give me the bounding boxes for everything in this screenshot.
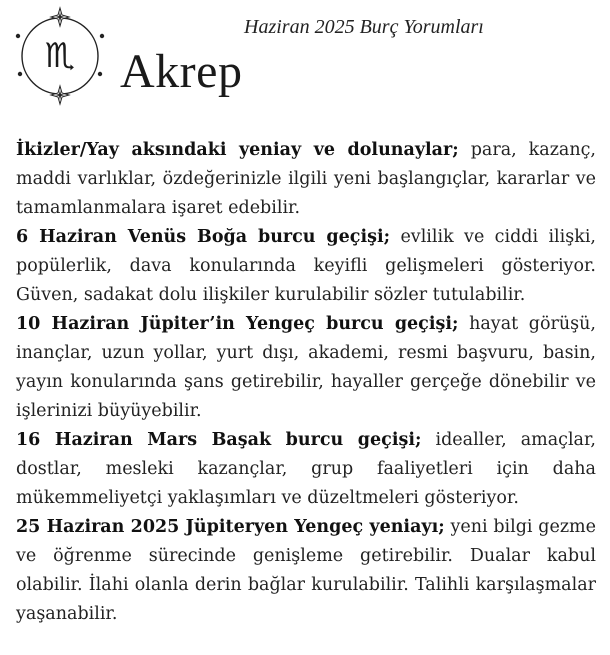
paragraph-text: idealler, amaçlar, dostlar, mesleki kazançlar, grup faaliyetleri için daha mükemmeliyetçi yaklaşımları ve düzeltmeleri gösteriyor. <box>16 430 596 508</box>
paragraph-lead: 25 Haziran 2025 Jüpiteryen Yengeç yeniayı; <box>16 517 445 537</box>
paragraph-lead: 6 Haziran Venüs Boğa burcu geçişi; <box>16 227 391 247</box>
scorpio-zodiac-icon <box>10 6 110 106</box>
paragraph-lead: 16 Haziran Mars Başak burcu geçişi; <box>16 430 422 450</box>
scorpio-glyph: ♏ <box>44 36 76 76</box>
horoscope-body <box>16 136 596 629</box>
paragraph-new-moon-cancer <box>16 513 596 629</box>
sign-name: Akrep <box>120 45 243 98</box>
paragraph-text: para, kazanç, maddi varlıklar, özdeğerinizle ilgili yeni başlangıçlar, kararlar ve tamamlanmalara işaret edebilir. <box>16 140 596 218</box>
paragraph-text: yeni bilgi gezme ve öğrenme sürecinde genişleme getirebilir. Dualar kabul olabilir. İlahi olanla derin bağlar kurulabilir. Talihli karşılaşmalar yaşanabilir. <box>16 517 596 624</box>
paragraph-text: hayat görüşü, inançlar, uzun yollar, yurt dışı, akademi, resmi başvuru, basin, yayın konularında şans getirebilir, hayaller gerçeğe dönebilir ve işlerinizi büyüyebilir. <box>16 314 596 421</box>
paragraph-lead: İkizler/Yay aksındaki yeniay ve dolunaylar; <box>16 140 459 160</box>
paragraph-lead: 10 Haziran Jüpiter’in Yengeç burcu geçişi; <box>16 314 459 334</box>
paragraph-venus-taurus <box>16 223 596 310</box>
paragraph-text: evlilik ve ciddi ilişki, popülerlik, dava konularında keyifli gelişmeleri gösteriyor. Güven, sadakat dolu ilişkiler kurulabilir sözler tutulabilir. <box>16 227 596 305</box>
paragraph-jupiter-cancer <box>16 310 596 426</box>
paragraph-eclipse-axis <box>16 136 596 223</box>
page-title: Haziran 2025 Burç Yorumları <box>244 16 484 38</box>
paragraph-mars-virgo <box>16 426 596 513</box>
scorpio-emblem <box>10 6 110 106</box>
